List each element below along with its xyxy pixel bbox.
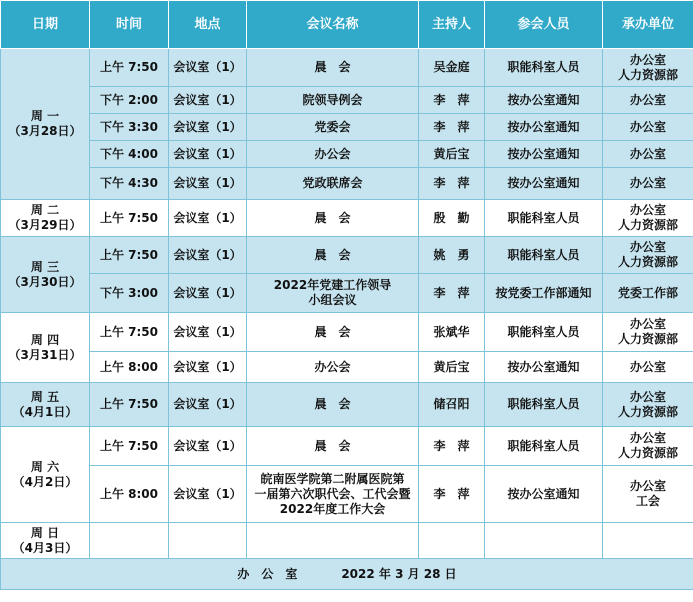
organizer-cell: 办公室 — [603, 141, 693, 168]
day-date: （4月3日） — [12, 540, 78, 555]
organizer-cell: 办公室 — [603, 168, 693, 200]
place-cell: 会议室（1） — [169, 274, 247, 313]
day-label: 周 二 — [30, 203, 60, 217]
place-cell: 会议室（1） — [169, 352, 247, 383]
organizer-cell: 办公室 人力资源部 — [603, 200, 693, 237]
meeting-name-cell: 皖南医学院第二附属医院第 一届第六次职代会、工代会暨 2022年度工作大会 — [247, 466, 419, 523]
day-date: （4月1日） — [12, 404, 78, 419]
day-label: 周 三 — [30, 259, 60, 274]
place-cell — [169, 523, 247, 559]
header-row — [1, 1, 693, 49]
attendees-cell: 职能科室人员 — [485, 383, 603, 427]
place-cell: 会议室（1） — [169, 168, 247, 200]
meeting-name-cell: 晨 会 — [247, 427, 419, 466]
footer-cell — [1, 559, 693, 590]
meeting-name-cell: 2022年党建工作领导 小组会议 — [247, 274, 419, 313]
time-cell: 上午 7:50 — [90, 49, 169, 87]
host-cell: 李 萍 — [419, 274, 485, 313]
time-cell: 上午 7:50 — [90, 383, 169, 427]
place-cell: 会议室（1） — [169, 466, 247, 523]
attendees-cell: 职能科室人员 — [485, 200, 603, 237]
header-organizer: 承办单位 — [603, 1, 693, 49]
meeting-name-cell — [247, 523, 419, 559]
header-host: 主持人 — [419, 1, 485, 49]
time-cell: 上午 8:00 — [90, 352, 169, 383]
attendees-cell: 职能科室人员 — [485, 237, 603, 274]
schedule-row — [1, 168, 693, 200]
attendees-cell — [485, 523, 603, 559]
footer-date: 2022 年 3 月 28 日 — [341, 566, 457, 581]
day-label: 周 五 — [30, 389, 60, 404]
organizer-cell: 办公室 工会 — [603, 466, 693, 523]
time-cell: 上午 7:50 — [90, 427, 169, 466]
host-cell: 储召阳 — [419, 383, 485, 427]
meeting-name-cell: 晨 会 — [247, 313, 419, 352]
day-cell — [1, 427, 90, 523]
schedule-row — [1, 237, 693, 274]
schedule-row — [1, 523, 693, 559]
time-cell: 下午 3:30 — [90, 114, 169, 141]
day-label: 周 四 — [30, 332, 60, 347]
attendees-cell: 按办公室通知 — [485, 114, 603, 141]
time-cell: 上午 7:50 — [90, 200, 169, 237]
day-date: （3月30日） — [8, 274, 82, 289]
meeting-name-cell: 晨 会 — [247, 200, 419, 237]
time-cell: 下午 4:30 — [90, 168, 169, 200]
day-cell — [1, 383, 90, 427]
host-cell: 黄后宝 — [419, 141, 485, 168]
place-cell: 会议室（1） — [169, 141, 247, 168]
day-cell — [1, 313, 90, 383]
organizer-cell: 办公室 人力资源部 — [603, 427, 693, 466]
place-cell: 会议室（1） — [169, 87, 247, 114]
meeting-name-cell: 晨 会 — [247, 49, 419, 87]
header-date: 日期 — [1, 1, 90, 49]
host-cell: 姚 勇 — [419, 237, 485, 274]
day-cell — [1, 237, 90, 313]
host-cell: 李 萍 — [419, 87, 485, 114]
meeting-name-cell: 办公会 — [247, 352, 419, 383]
footer-office: 办 公 室 — [237, 566, 298, 581]
host-cell: 殷 勤 — [419, 200, 485, 237]
schedule-row — [1, 141, 693, 168]
day-label: 周 六 — [30, 459, 60, 474]
host-cell: 张斌华 — [419, 313, 485, 352]
day-date: （3月31日） — [8, 347, 82, 362]
time-cell: 上午 7:50 — [90, 313, 169, 352]
schedule-row — [1, 352, 693, 383]
time-cell: 下午 3:00 — [90, 274, 169, 313]
schedule-row — [1, 200, 693, 237]
schedule-row — [1, 313, 693, 352]
attendees-cell: 职能科室人员 — [485, 313, 603, 352]
meeting-name-cell: 党委会 — [247, 114, 419, 141]
time-cell: 上午 8:00 — [90, 466, 169, 523]
time-cell: 下午 4:00 — [90, 141, 169, 168]
place-cell: 会议室（1） — [169, 383, 247, 427]
organizer-cell: 办公室 — [603, 352, 693, 383]
host-cell: 黄后宝 — [419, 352, 485, 383]
meeting-name-cell: 院领导例会 — [247, 87, 419, 114]
time-cell: 上午 7:50 — [90, 237, 169, 274]
schedule-body — [1, 49, 693, 559]
day-cell — [1, 200, 90, 237]
organizer-cell: 办公室 — [603, 114, 693, 141]
day-cell — [1, 49, 90, 200]
day-label: 周 一 — [30, 109, 60, 123]
attendees-cell: 按党委工作部通知 — [485, 274, 603, 313]
place-cell: 会议室（1） — [169, 427, 247, 466]
meeting-name-cell: 党政联席会 — [247, 168, 419, 200]
organizer-cell: 办公室 人力资源部 — [603, 383, 693, 427]
header-time: 时间 — [90, 1, 169, 49]
host-cell: 李 萍 — [419, 168, 485, 200]
attendees-cell: 按办公室通知 — [485, 168, 603, 200]
attendees-cell: 职能科室人员 — [485, 49, 603, 87]
header-attendees: 参会人员 — [485, 1, 603, 49]
host-cell: 李 萍 — [419, 114, 485, 141]
attendees-cell: 按办公室通知 — [485, 352, 603, 383]
day-date: （4月2日） — [12, 474, 78, 489]
time-cell — [90, 523, 169, 559]
schedule-row — [1, 383, 693, 427]
header-meeting-name: 会议名称 — [247, 1, 419, 49]
organizer-cell: 办公室 人力资源部 — [603, 313, 693, 352]
place-cell: 会议室（1） — [169, 49, 247, 87]
host-cell: 吴金庭 — [419, 49, 485, 87]
schedule-row — [1, 466, 693, 523]
organizer-cell: 党委工作部 — [603, 274, 693, 313]
host-cell — [419, 523, 485, 559]
meeting-name-cell: 晨 会 — [247, 237, 419, 274]
place-cell: 会议室（1） — [169, 237, 247, 274]
attendees-cell: 按办公室通知 — [485, 87, 603, 114]
schedule-row — [1, 274, 693, 313]
meeting-name-cell: 晨 会 — [247, 383, 419, 427]
attendees-cell: 按办公室通知 — [485, 466, 603, 523]
meeting-name-cell: 办公会 — [247, 141, 419, 168]
place-cell: 会议室（1） — [169, 114, 247, 141]
host-cell: 李 萍 — [419, 466, 485, 523]
header-place: 地点 — [169, 1, 247, 49]
footer-row — [1, 559, 693, 590]
day-date: （3月29日） — [8, 218, 82, 232]
schedule-row — [1, 427, 693, 466]
place-cell: 会议室（1） — [169, 313, 247, 352]
place-cell: 会议室（1） — [169, 200, 247, 237]
organizer-cell: 办公室 人力资源部 — [603, 49, 693, 87]
organizer-cell: 办公室 人力资源部 — [603, 237, 693, 274]
attendees-cell: 按办公室通知 — [485, 141, 603, 168]
day-date: （3月28日） — [8, 124, 82, 138]
day-label: 周 日 — [30, 525, 60, 540]
attendees-cell: 职能科室人员 — [485, 427, 603, 466]
schedule-row — [1, 114, 693, 141]
host-cell: 李 萍 — [419, 427, 485, 466]
schedule-row — [1, 49, 693, 87]
organizer-cell — [603, 523, 693, 559]
organizer-cell: 办公室 — [603, 87, 693, 114]
time-cell: 下午 2:00 — [90, 87, 169, 114]
schedule-row — [1, 87, 693, 114]
day-cell — [1, 523, 90, 559]
